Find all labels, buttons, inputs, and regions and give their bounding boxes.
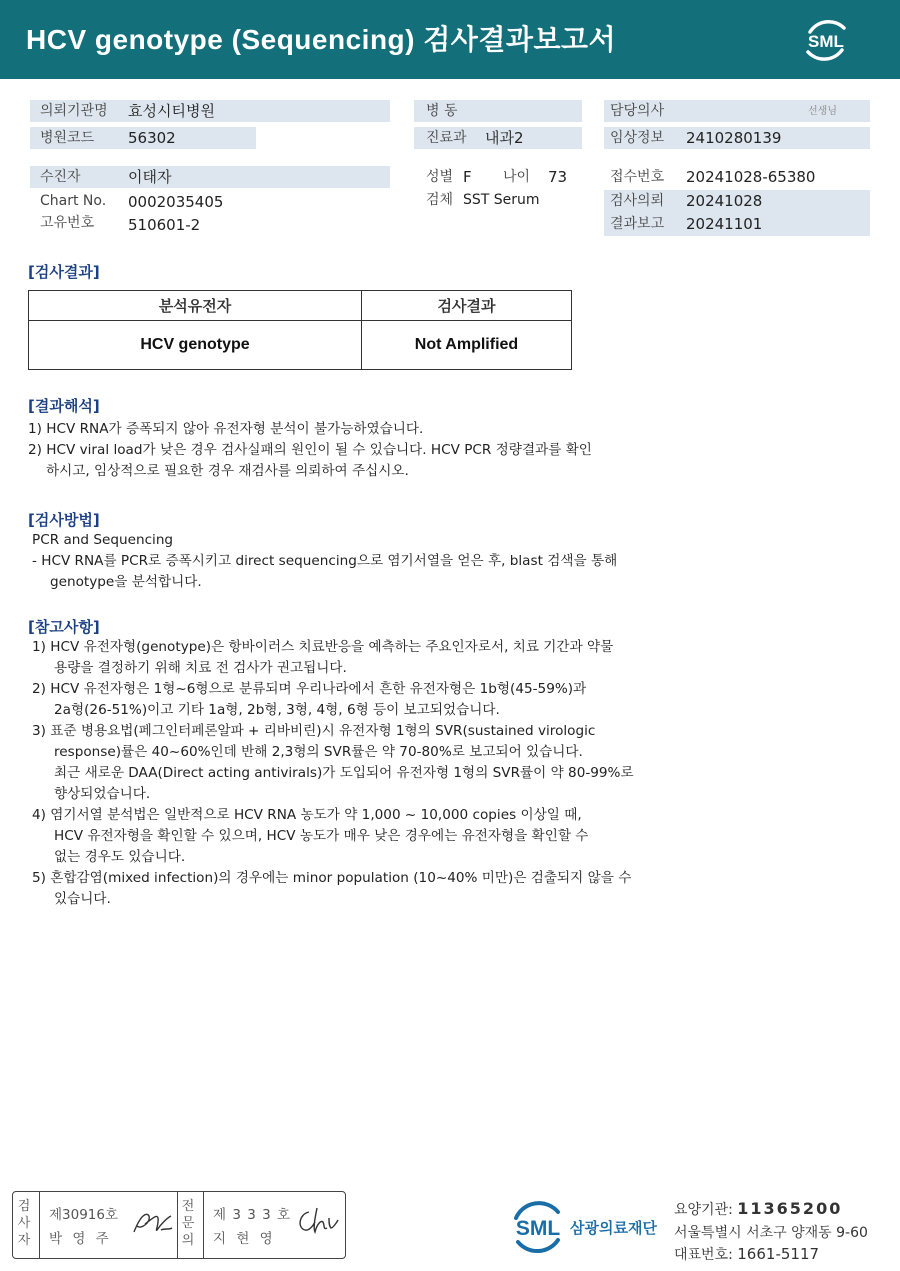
receipt-no-value: 20241028-65380	[686, 168, 816, 186]
sml-footer-logo-icon	[508, 1198, 568, 1258]
care-label: 요양기관:	[674, 1202, 738, 1218]
hospital-code-value: 56302	[128, 129, 176, 147]
reference-line: response)률은 40~60%인데 반해 2,3형의 SVR률은 약 70-80%로 보고되어 있습니다.	[54, 744, 583, 760]
reference-line: 2) HCV 유전자형은 1형~6형으로 분류되며 우리나라에서 흔한 유전자형은 1b형(45-59%)과	[32, 681, 587, 697]
clinical-info-label: 임상정보	[610, 130, 665, 146]
interpretation-line: 1) HCV RNA가 증폭되지 않아 유전자형 분석이 불가능하였습니다.	[28, 421, 424, 437]
request-date-value: 20241028	[686, 192, 763, 210]
phone	[674, 1244, 819, 1264]
examiner-signature-icon	[131, 1210, 175, 1236]
specialist-signature-icon	[295, 1206, 339, 1236]
examiner-no: 제30916호	[49, 1207, 119, 1223]
reference-line: 없는 경우도 있습니다.	[54, 849, 186, 865]
specialist-no: 제 3 3 3 호	[213, 1207, 292, 1223]
report-title: HCV genotype (Sequencing) 검사결과보고서	[26, 24, 617, 55]
chart-no-value: 0002035405	[128, 193, 224, 211]
interpretation-body	[28, 419, 592, 482]
results-table-header	[29, 291, 572, 321]
specialist-label-cell	[177, 1192, 204, 1258]
department-value: 내과2	[485, 129, 524, 147]
department-label: 진료과	[426, 130, 467, 146]
unique-no-value: 510601-2	[128, 216, 201, 234]
reference-body	[32, 637, 634, 910]
address: 서울특별시 서초구 양재동 9-60	[674, 1225, 868, 1241]
reference-line: 2a형(26-51%)이고 기타 1a형, 2b형, 3형, 4형, 6형 등이 보고되었습니다.	[54, 702, 500, 718]
signature-box	[12, 1191, 346, 1259]
report-date-label: 결과보고	[610, 216, 665, 232]
method-line: - HCV RNA를 PCR로 증폭시키고 direct sequencing으로 염기서열을 얻은 후, blast 검색을 통해	[32, 553, 618, 569]
institution-value: 효성시티병원	[128, 102, 215, 120]
report-date-value: 20241101	[686, 215, 763, 233]
sex-label: 성별	[426, 169, 454, 185]
sml-logo-text: SML	[808, 32, 844, 51]
age-value: 73	[548, 168, 568, 186]
care-institution	[674, 1199, 842, 1219]
results-table	[28, 290, 572, 370]
reference-line: HCV 유전자형을 확인할 수 있으며, HCV 농도가 매우 낮은 경우에는 유전자형을 확인할 수	[54, 828, 589, 844]
reference-line: 5) 혼합감염(mixed infection)의 경우에는 minor population (10~40% 미만)은 검출되지 않을 수	[32, 870, 632, 886]
interpretation-section-title: [결과해석]	[28, 397, 100, 415]
ward-label: 병 동	[426, 103, 458, 119]
phone-label: 대표번호:	[674, 1247, 738, 1263]
specimen-value: SST Serum	[463, 192, 540, 208]
care-number: 11365200	[737, 1199, 843, 1218]
patient-label: 수진자	[40, 169, 81, 185]
method-line: genotype을 분석합니다.	[50, 574, 202, 590]
examiner-label-cell	[13, 1192, 40, 1258]
table-row	[29, 321, 572, 370]
age-label: 나이	[503, 169, 531, 185]
receipt-no-label: 접수번호	[610, 169, 665, 185]
info-row-patient-bg	[30, 166, 390, 188]
specialist-label-text: 전문의	[181, 1199, 195, 1248]
specialist-cell	[203, 1192, 345, 1258]
sex-value: F	[463, 168, 472, 186]
doctor-suffix: 선생님	[808, 106, 837, 117]
result-cell: Not Amplified	[362, 321, 572, 370]
sml-footer-logo-text: SML	[515, 1217, 561, 1240]
reference-line: 4) 염기서열 분석법은 일반적으로 HCV RNA 농도가 약 1,000 ~ 10,000 copies 이상일 때,	[32, 807, 582, 823]
phone-number: 1661-5117	[737, 1245, 820, 1263]
interpretation-line: 2) HCV viral load가 낮은 경우 검사실패의 원인이 될 수 있습니다. HCV PCR 정량결과를 확인	[28, 442, 592, 458]
doctor-label: 담당의사	[610, 103, 665, 119]
reference-line: 용량을 결정하기 위해 치료 전 검사가 권고됩니다.	[54, 660, 347, 676]
unique-no-label: 고유번호	[40, 215, 95, 231]
reference-section-title: [참고사항]	[28, 618, 100, 636]
examiner-name: 박 영 주	[49, 1231, 112, 1247]
examiner-label	[17, 1198, 35, 1249]
chart-no-label: Chart No.	[40, 193, 107, 209]
reference-line: 1) HCV 유전자형(genotype)은 항바이러스 치료반응을 예측하는 주요인자로서, 치료 기간과 약물	[32, 639, 614, 655]
hospital-code-label: 병원코드	[40, 130, 95, 146]
report-header	[0, 0, 900, 79]
examiner-cell	[39, 1192, 178, 1258]
gene-cell: HCV genotype	[29, 321, 362, 370]
reference-line: 있습니다.	[54, 891, 111, 907]
method-body	[32, 530, 617, 593]
request-date-label: 검사의뢰	[610, 193, 665, 209]
reference-line: 3) 표준 병용요법(페그인터페론알파 + 리바비린)시 유전자형 1형의 SVR(sustained virologic	[32, 723, 596, 739]
sml-logo-icon	[800, 14, 852, 66]
institution-label: 의뢰기관명	[40, 103, 108, 119]
results-section-title: [검사결과]	[28, 263, 100, 281]
examiner-label-text: 검사자	[17, 1199, 31, 1248]
org-name: 삼광의료재단	[570, 1219, 657, 1237]
col-gene-header: 분석유전자	[29, 291, 362, 321]
reference-line: 최근 새로운 DAA(Direct acting antivirals)가 도입되어 유전자형 1형의 SVR률이 약 80-99%로	[54, 765, 634, 781]
interpretation-line: 하시고, 임상적으로 필요한 경우 재검사를 의뢰하여 주십시오.	[46, 463, 409, 479]
specimen-label: 검체	[426, 192, 454, 208]
method-section-title: [검사방법]	[28, 511, 100, 529]
patient-value: 이태자	[128, 168, 172, 186]
col-result-header: 검사결과	[362, 291, 572, 321]
reference-line: 향상되었습니다.	[54, 786, 151, 802]
specialist-label	[181, 1198, 199, 1249]
specialist-name: 지 현 영	[213, 1231, 276, 1247]
method-line: PCR and Sequencing	[32, 532, 174, 548]
clinical-info-value: 2410280139	[686, 129, 782, 147]
